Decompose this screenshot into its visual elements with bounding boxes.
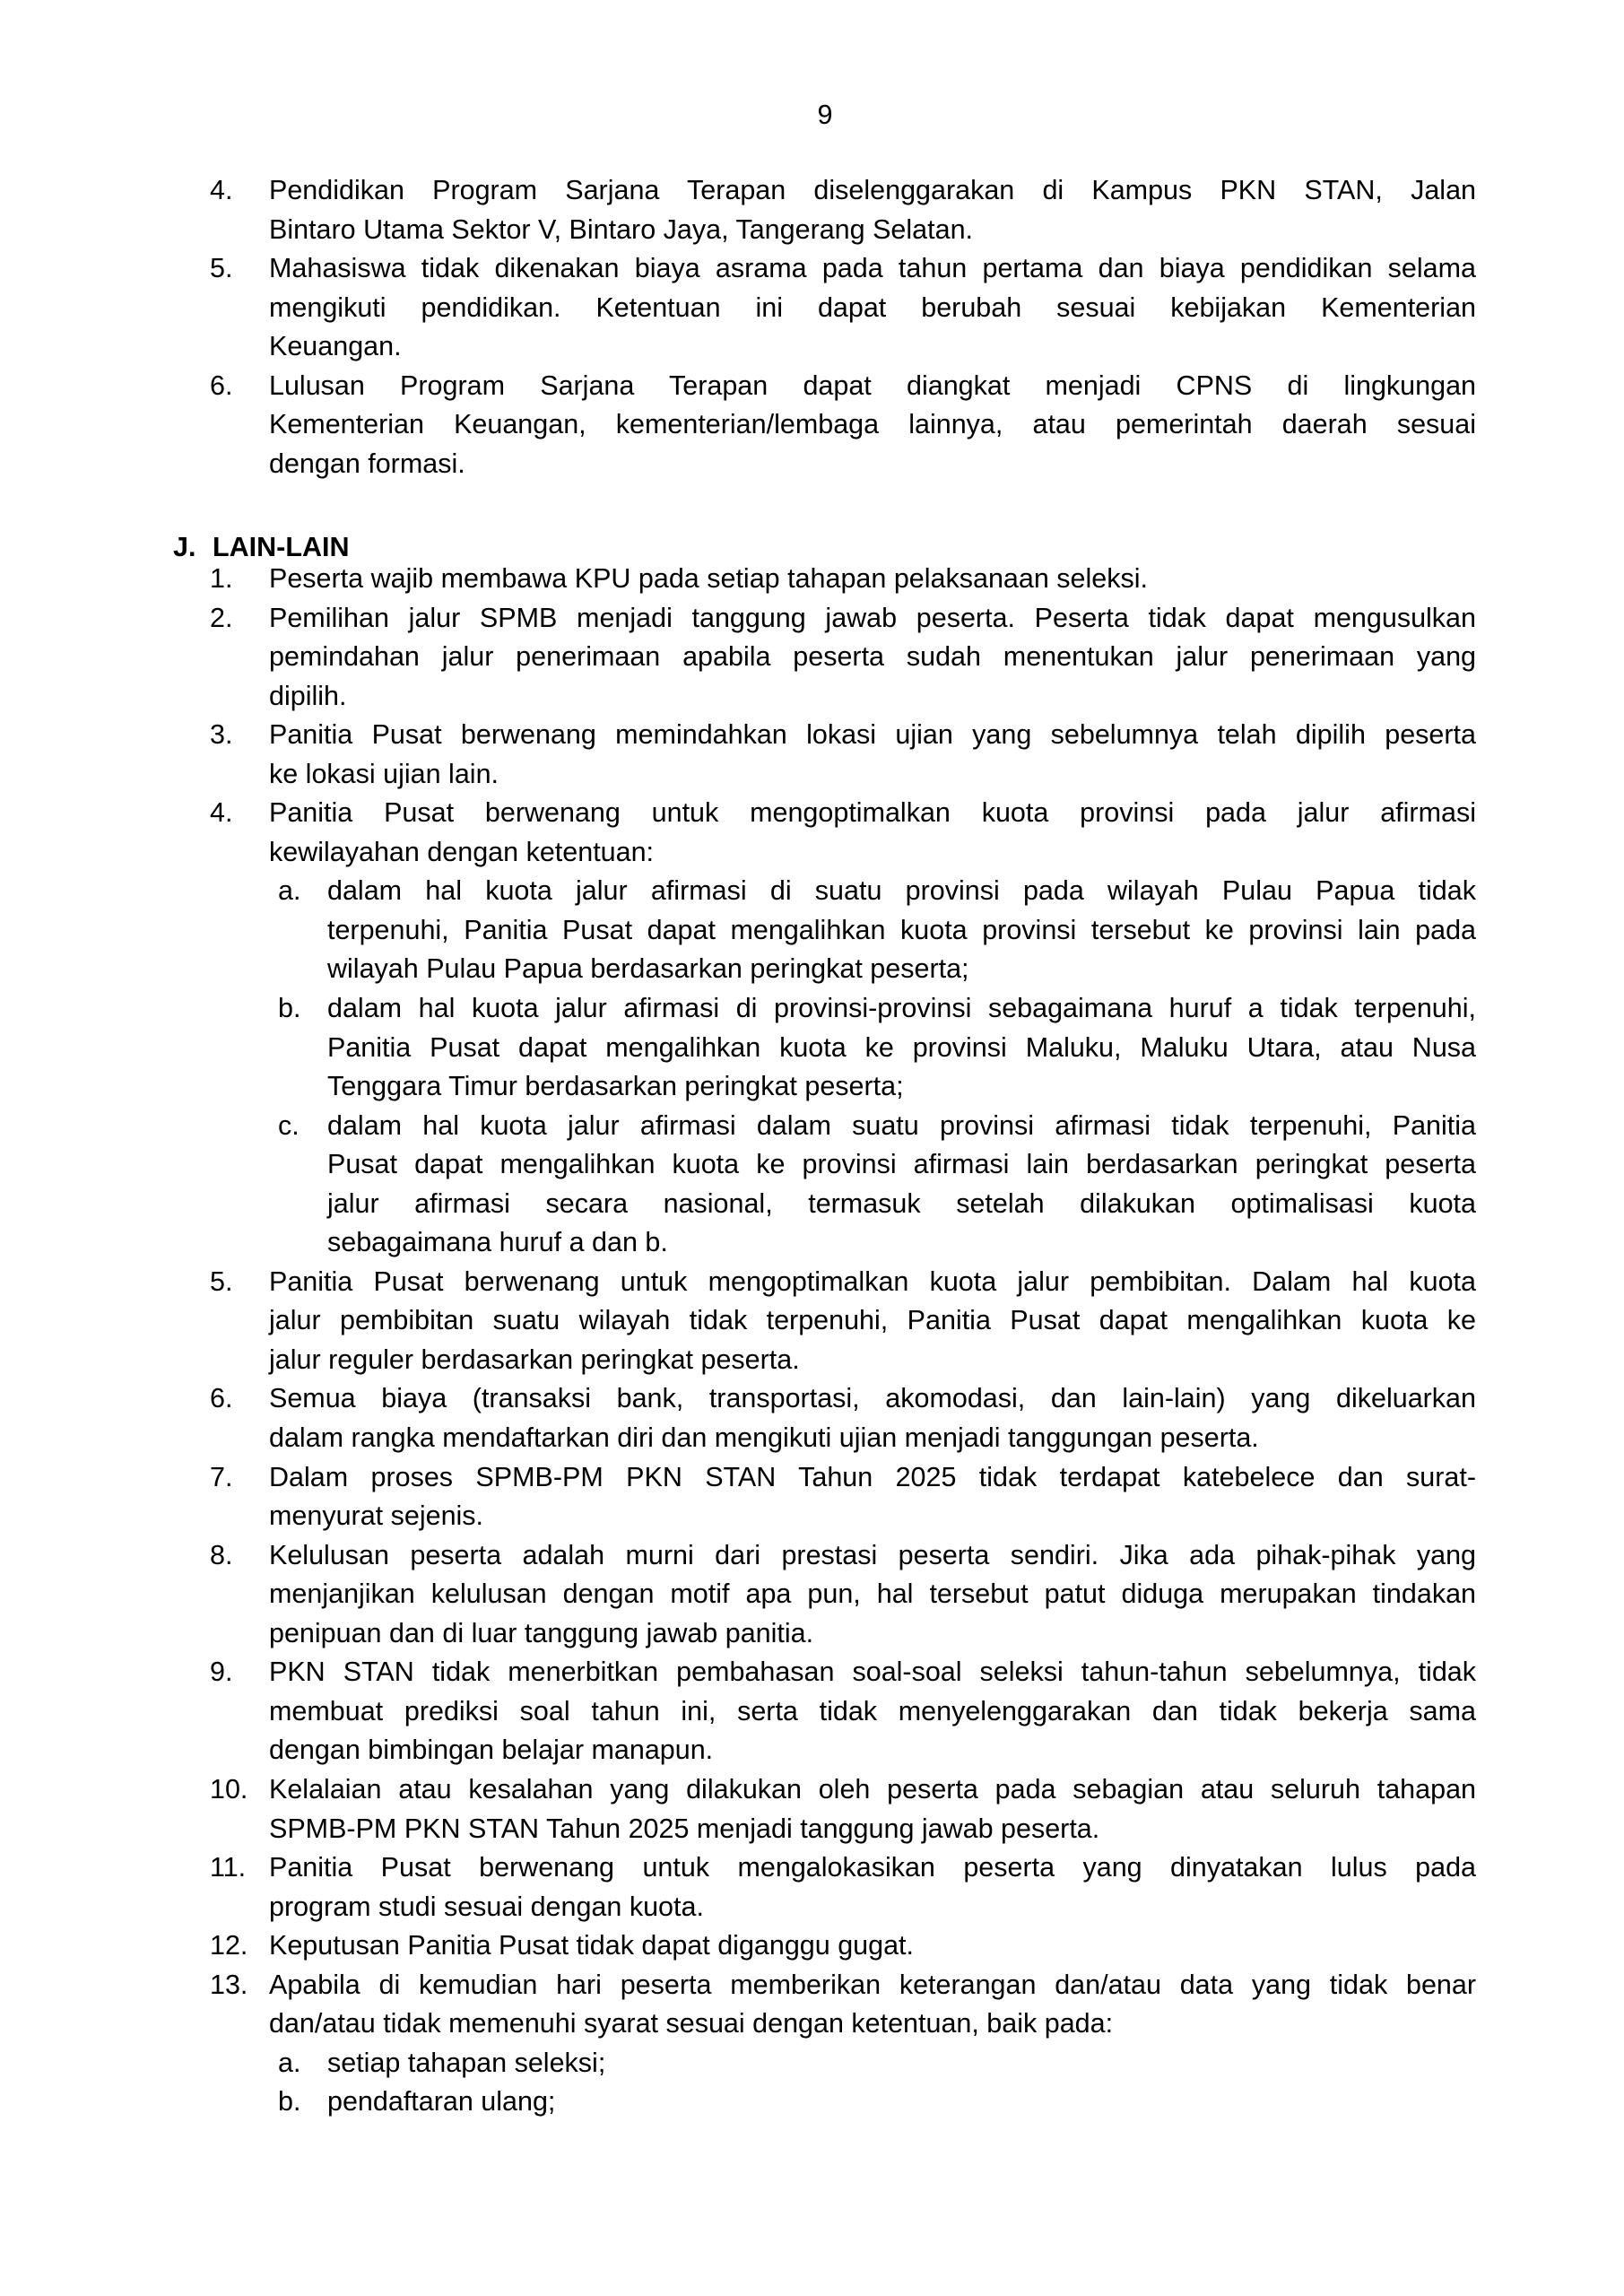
list-item [0,1536,1624,1654]
item-number: 7. [210,1461,233,1492]
text-line: Panitia Pusat berwenang untuk mengoptimalkan kuota jalur pembibitan. Dalam hal kuota [269,1265,1476,1297]
item-number: 11. [210,1852,247,1883]
text-line: mengikuti pendidikan. Ketentuan ini dapat berubah sesuai kebijakan Kementerian [269,291,1476,323]
sub-item-letter: c. [278,1109,300,1141]
text-line: Lulusan Program Sarjana Terapan dapat diangkat menjadi CPNS di lingkungan [269,370,1476,401]
sub-list-item [0,989,1624,1107]
list-item [0,1379,1624,1457]
item-text [269,1966,1476,2044]
text-line: dengan bimbingan belajar manapun. [269,1735,714,1766]
list-item [0,794,1624,872]
item-text [269,1926,1476,1966]
item-number: 10. [210,1773,248,1805]
text-line: dalam hal kuota jalur afirmasi di provinsi-provinsi sebagaimana huruf a tidak terpenuhi, [327,993,1476,1024]
item-text [269,560,1476,599]
item-number: 6. [210,1383,233,1414]
text-line: dan/atau tidak memenuhi syarat sesuai dengan ketentuan, baik pada: [269,2008,1114,2039]
item-text [269,1379,1476,1457]
sub-item-letter: a. [278,2047,301,2078]
text-line: program studi sesuai dengan kuota. [269,1891,704,1922]
text-line: setiap tahapan seleksi; [327,2047,606,2078]
sub-list-item [0,2044,1624,2083]
list-item [0,1966,1624,2044]
item-number: 13. [210,1969,248,2000]
sub-list-item [0,2083,1624,2122]
text-line: jalur afirmasi secara nasional, termasuk setelah dilakukan optimalisasi kuota [327,1187,1476,1219]
text-line: dalam rangka mendaftarkan diri dan mengikuti ujian menjadi tanggungan peserta. [269,1422,1259,1454]
text-line: dipilih. [269,680,347,711]
item-text [269,367,1476,484]
item-number: 6. [210,370,233,401]
text-line: Keuangan. [269,331,402,362]
text-line: Apabila di kemudian hari peserta memberikan keterangan dan/atau data yang tidak benar [269,1969,1476,2000]
item-number: 4. [210,797,233,829]
list-item [0,1653,1624,1770]
list-item [0,1458,1624,1536]
text-line: Panitia Pusat berwenang untuk mengoptimalkan kuota provinsi pada jalur afirmasi [269,797,1476,829]
item-text [327,1107,1476,1263]
item-text [269,599,1476,717]
text-line: dalam hal kuota jalur afirmasi di suatu provinsi pada wilayah Pulau Papua tidak [327,875,1476,907]
text-line: Pusat dapat mengalihkan kuota ke provinsi afirmasi lain berdasarkan peringkat peserta [327,1149,1476,1180]
item-text [269,794,1476,872]
text-line: Kelalaian atau kesalahan yang dilakukan oleh peserta pada sebagian atau seluruh tahapan [269,1773,1476,1805]
text-line: Semua biaya (transaksi bank, transportasi, akomodasi, dan lain-lain) yang dikeluarkan [269,1383,1476,1414]
sub-item-letter: a. [278,875,301,907]
section-title: LAIN-LAIN [213,532,350,562]
text-line: Panitia Pusat berwenang memindahkan lokasi ujian yang sebelumnya telah dipilih peserta [269,719,1476,751]
text-line: Panitia Pusat berwenang untuk mengalokasikan peserta yang dinyatakan lulus pada [269,1852,1476,1883]
item-text [269,249,1476,367]
text-line: Keputusan Panitia Pusat tidak dapat diganggu gugat. [269,1930,914,1961]
item-number: 12. [210,1930,248,1961]
text-line: Kementerian Keuangan, kementerian/lembaga lainnya, atau pemerintah daerah sesuai [269,409,1476,440]
text-line: dalam hal kuota jalur afirmasi dalam suatu provinsi afirmasi tidak terpenuhi, Panitia [327,1109,1476,1141]
item-text [327,2044,1476,2083]
text-line: Tenggara Timur berdasarkan peringkat peserta; [327,1071,904,1102]
item-text [327,872,1476,989]
text-line: pemindahan jalur penerimaan apabila peserta sudah menentukan jalur penerimaan yang [269,641,1476,673]
item-text [269,1263,1476,1380]
item-number: 9. [210,1657,233,1688]
text-line: Bintaro Utama Sektor V, Bintaro Jaya, Tangerang Selatan. [269,213,974,245]
item-text [269,171,1476,249]
list-item [0,1263,1624,1380]
sub-item-letter: b. [278,993,301,1024]
text-line: Kelulusan peserta adalah murni dari prestasi peserta sendiri. Jika ada pihak-pihak yang [269,1539,1476,1570]
text-line: wilayah Pulau Papua berdasarkan peringkat peserta; [327,953,969,985]
item-number: 5. [210,1265,233,1297]
text-line: Pendidikan Program Sarjana Terapan diselenggarakan di Kampus PKN STAN, Jalan [269,175,1476,205]
continued-list [0,171,1624,483]
list-item [0,716,1624,794]
text-line: terpenuhi, Panitia Pusat dapat mengalihkan kuota provinsi tersebut ke provinsi lain pada [327,914,1476,945]
item-text [269,1770,1476,1848]
list-item [0,560,1624,599]
list-item [0,1848,1624,1926]
text-line: Peserta wajib membawa KPU pada setiap tahapan pelaksanaan seleksi. [269,563,1148,594]
item-text [269,1653,1476,1770]
text-line: jalur reguler berdasarkan peringkat peserta. [269,1344,800,1375]
text-line: menjanjikan kelulusan dengan motif apa pun, hal tersebut patut diduga merupakan tindakan [269,1578,1476,1610]
sub-list-item [0,872,1624,989]
text-line: jalur pembibitan suatu wilayah tidak terpenuhi, Panitia Pusat dapat mengalihkan kuota ke [269,1305,1476,1336]
item-number: 4. [210,175,233,205]
sub-list-item [0,1107,1624,1263]
item-text [269,716,1476,794]
list-item [0,1770,1624,1848]
text-line: PKN STAN tidak menerbitkan pembahasan soal-soal seleksi tahun-tahun sebelumnya, tidak [269,1657,1476,1688]
text-line: penipuan dan di luar tanggung jawab panitia. [269,1617,814,1648]
item-text [269,1458,1476,1536]
item-text [327,989,1476,1107]
list-item [0,171,1624,249]
text-line: pendaftaran ulang; [327,2086,556,2118]
item-number: 1. [210,563,233,594]
item-number: 3. [210,719,233,751]
list-item [0,599,1624,717]
list-item [0,367,1624,484]
text-line: Pemilihan jalur SPMB menjadi tanggung jawab peserta. Peserta tidak dapat mengusulkan [269,602,1476,633]
text-line: ke lokasi ujian lain. [269,758,499,789]
text-line: membuat prediksi soal tahun ini, serta tidak menyelenggarakan dan tidak bekerja sama [269,1695,1476,1726]
text-line: menyurat sejenis. [269,1500,484,1532]
section-list [0,560,1624,2122]
text-line: Dalam proses SPMB-PM PKN STAN Tahun 2025 tidak terdapat katebelece dan surat- [269,1461,1476,1492]
text-line: kewilayahan dengan ketentuan: [269,836,655,867]
text-line: sebagaimana huruf a dan b. [327,1227,668,1258]
item-number: 2. [210,602,233,633]
item-text [269,1848,1476,1926]
sub-item-letter: b. [278,2086,301,2118]
text-line: Panitia Pusat dapat mengalihkan kuota ke provinsi Maluku, Maluku Utara, atau Nusa [327,1031,1476,1063]
page-number: 9 [817,100,833,130]
text-line: Mahasiswa tidak dikenakan biaya asrama pada tahun pertama dan biaya pendidikan selama [269,253,1476,284]
item-text [269,1536,1476,1654]
list-item [0,1926,1624,1966]
section-letter: J. [173,532,196,562]
list-item [0,249,1624,367]
text-line: SPMB-PM PKN STAN Tahun 2025 menjadi tanggung jawab peserta. [269,1813,1100,1844]
item-number: 5. [210,253,233,284]
text-line: dengan formasi. [269,448,465,479]
item-number: 8. [210,1539,233,1570]
section-heading [173,531,349,563]
item-text [327,2083,1476,2122]
